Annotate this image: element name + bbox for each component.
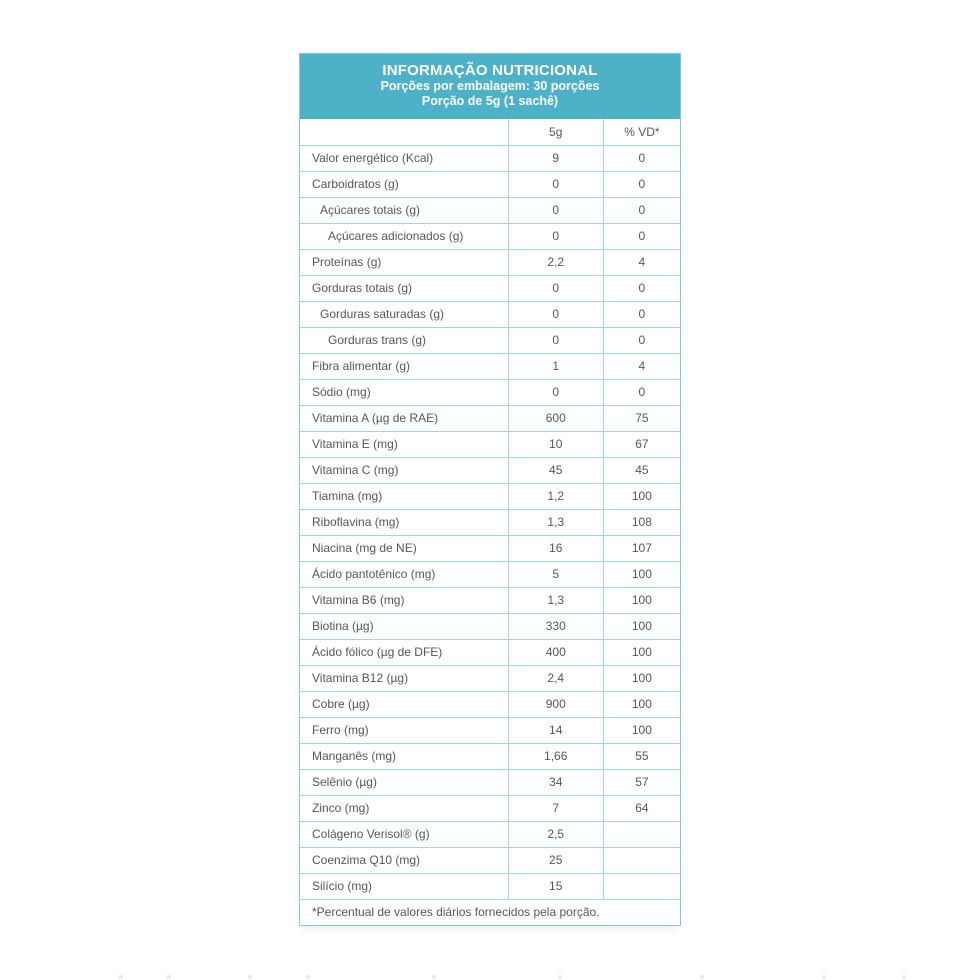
table-row (300, 431, 680, 457)
nutrient-label: Sódio (mg) (300, 379, 508, 405)
table-row (300, 717, 680, 743)
nutrient-label: Zinco (mg) (300, 795, 508, 821)
nutrient-label: Açúcares adicionados (g) (300, 223, 508, 249)
amount-value: 0 (508, 275, 603, 301)
table-row (300, 379, 680, 405)
daily-value-percent (603, 847, 680, 873)
table-row (300, 327, 680, 353)
table-row (300, 171, 680, 197)
daily-value-percent: 57 (603, 769, 680, 795)
nutrient-label: Ácido fólico (µg de DFE) (300, 639, 508, 665)
amount-value: 10 (508, 431, 603, 457)
daily-value-percent: 100 (603, 613, 680, 639)
table-title: INFORMAÇÃO NUTRICIONAL (382, 62, 598, 79)
serving-size: Porção de 5g (1 sachê) (421, 94, 559, 108)
amount-value: 45 (508, 457, 603, 483)
amount-value: 1,2 (508, 483, 603, 509)
amount-value: 2,5 (508, 821, 603, 847)
amount-value: 2,2 (508, 249, 603, 275)
daily-value-percent: 0 (603, 197, 680, 223)
daily-value-percent: 0 (603, 171, 680, 197)
daily-value-percent: 100 (603, 691, 680, 717)
nutrient-label: Riboflavina (mg) (300, 509, 508, 535)
amount-value: 16 (508, 535, 603, 561)
nutrition-rows (300, 145, 680, 899)
table-row (300, 249, 680, 275)
amount-value: 0 (508, 197, 603, 223)
daily-value-percent: 0 (603, 145, 680, 171)
nutrient-label: Carboidratos (g) (300, 171, 508, 197)
table-row (300, 873, 680, 899)
amount-value: 400 (508, 639, 603, 665)
daily-value-percent: 4 (603, 353, 680, 379)
amount-value: 600 (508, 405, 603, 431)
amount-value: 2,4 (508, 665, 603, 691)
amount-value: 7 (508, 795, 603, 821)
table-row (300, 535, 680, 561)
table-row (300, 769, 680, 795)
nutrient-label: Gorduras totais (g) (300, 275, 508, 301)
amount-value: 0 (508, 379, 603, 405)
amount-value: 14 (508, 717, 603, 743)
nutrient-label: Niacina (mg de NE) (300, 535, 508, 561)
nutrient-label: Vitamina A (µg de RAE) (300, 405, 508, 431)
nutrient-label: Gorduras saturadas (g) (300, 301, 508, 327)
amount-value: 25 (508, 847, 603, 873)
daily-value-percent: 100 (603, 639, 680, 665)
amount-value: 0 (508, 223, 603, 249)
nutrient-label: Colágeno Verisol® (g) (300, 821, 508, 847)
nutrient-label: Selênio (µg) (300, 769, 508, 795)
nutrient-label: Vitamina B12 (µg) (300, 665, 508, 691)
nutrient-label: Tiamina (mg) (300, 483, 508, 509)
nutrient-label: Açúcares totais (g) (300, 197, 508, 223)
nutrition-facts-table (299, 53, 681, 926)
column-header-nutrient (300, 119, 508, 145)
nutrient-label: Fibra alimentar (g) (300, 353, 508, 379)
nutrient-label: Valor energético (Kcal) (300, 145, 508, 171)
table-row (300, 509, 680, 535)
amount-value: 0 (508, 327, 603, 353)
nutrient-label: Gorduras trans (g) (300, 327, 508, 353)
amount-value: 900 (508, 691, 603, 717)
column-header-amount: 5g (508, 119, 603, 145)
daily-value-percent: 100 (603, 717, 680, 743)
nutrient-label: Vitamina B6 (mg) (300, 587, 508, 613)
table-row (300, 795, 680, 821)
daily-value-percent: 100 (603, 483, 680, 509)
table-row (300, 301, 680, 327)
daily-value-percent: 100 (603, 665, 680, 691)
daily-value-percent: 107 (603, 535, 680, 561)
nutrient-label: Ferro (mg) (300, 717, 508, 743)
amount-value: 1,3 (508, 509, 603, 535)
amount-value: 330 (508, 613, 603, 639)
table-row (300, 145, 680, 171)
daily-value-percent: 100 (603, 561, 680, 587)
nutrient-label: Ácido pantotênico (mg) (300, 561, 508, 587)
daily-value-percent: 0 (603, 327, 680, 353)
table-row (300, 639, 680, 665)
table-row (300, 405, 680, 431)
table-row (300, 197, 680, 223)
nutrient-label: Cobre (µg) (300, 691, 508, 717)
table-row (300, 691, 680, 717)
amount-value: 9 (508, 145, 603, 171)
table-row (300, 613, 680, 639)
nutrient-label: Proteínas (g) (300, 249, 508, 275)
servings-per-package: Porções por embalagem: 30 porções (380, 79, 600, 93)
nutrition-table-header (300, 54, 680, 119)
daily-value-percent: 55 (603, 743, 680, 769)
nutrient-label: Silício (mg) (300, 873, 508, 899)
amount-value: 1,3 (508, 587, 603, 613)
nutrient-label: Biotina (µg) (300, 613, 508, 639)
daily-value-percent: 0 (603, 379, 680, 405)
amount-value: 0 (508, 301, 603, 327)
table-row (300, 483, 680, 509)
nutrient-label: Coenzima Q10 (mg) (300, 847, 508, 873)
daily-value-percent: 64 (603, 795, 680, 821)
daily-value-percent: 67 (603, 431, 680, 457)
daily-value-percent: 0 (603, 275, 680, 301)
nutrient-label: Vitamina E (mg) (300, 431, 508, 457)
column-header-daily-value: % VD* (603, 119, 680, 145)
daily-value-percent: 100 (603, 587, 680, 613)
table-row (300, 353, 680, 379)
table-row (300, 223, 680, 249)
amount-value: 0 (508, 171, 603, 197)
daily-value-percent: 75 (603, 405, 680, 431)
table-row (300, 275, 680, 301)
daily-value-percent (603, 873, 680, 899)
table-row (300, 587, 680, 613)
amount-value: 1,66 (508, 743, 603, 769)
amount-value: 34 (508, 769, 603, 795)
daily-value-percent (603, 821, 680, 847)
daily-value-percent: 4 (603, 249, 680, 275)
table-row (300, 665, 680, 691)
amount-value: 1 (508, 353, 603, 379)
table-row (300, 561, 680, 587)
table-row (300, 743, 680, 769)
cropped-content-fragment (0, 974, 980, 980)
footnote-row (300, 899, 680, 925)
amount-value: 15 (508, 873, 603, 899)
table-row (300, 457, 680, 483)
column-header-row (300, 119, 680, 145)
footnote: *Percentual de valores diários fornecidos pela porção. (300, 899, 680, 925)
table-row (300, 847, 680, 873)
daily-value-percent: 0 (603, 223, 680, 249)
amount-value: 5 (508, 561, 603, 587)
daily-value-percent: 0 (603, 301, 680, 327)
nutrition-grid (300, 119, 680, 925)
nutrient-label: Manganês (mg) (300, 743, 508, 769)
daily-value-percent: 45 (603, 457, 680, 483)
nutrient-label: Vitamina C (mg) (300, 457, 508, 483)
table-row (300, 821, 680, 847)
daily-value-percent: 108 (603, 509, 680, 535)
